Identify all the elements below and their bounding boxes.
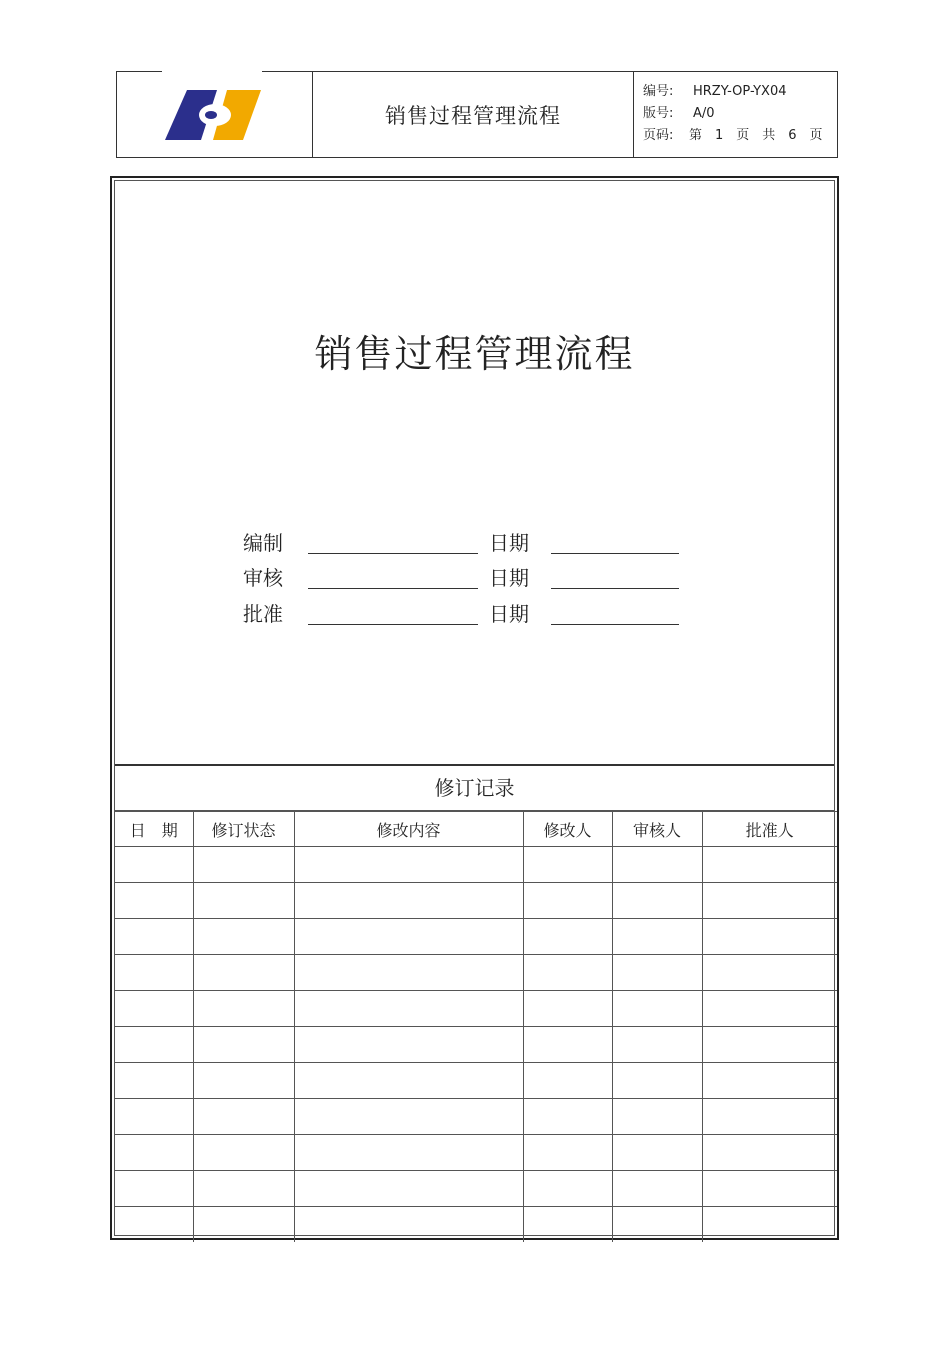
prepared-label: 编制 — [243, 531, 283, 555]
table-cell[interactable] — [523, 1063, 612, 1099]
table-cell[interactable] — [115, 1171, 193, 1207]
table-cell[interactable] — [294, 1207, 523, 1243]
table-cell[interactable] — [612, 1099, 702, 1135]
table-cell[interactable] — [702, 919, 837, 955]
reviewed-label: 审核 — [243, 566, 283, 590]
table-cell[interactable] — [115, 1207, 193, 1243]
table-cell[interactable] — [115, 955, 193, 991]
doc-version-label: 版号: — [643, 106, 674, 121]
document-title: 销售过程管理流程 — [314, 332, 635, 376]
table-cell[interactable] — [294, 883, 523, 919]
table-cell[interactable] — [523, 1099, 612, 1135]
table-cell[interactable] — [702, 1135, 837, 1171]
table-cell[interactable] — [193, 919, 294, 955]
col-reviewer: 审核人 — [612, 812, 702, 847]
table-cell[interactable] — [523, 883, 612, 919]
table-row — [115, 1099, 837, 1135]
company-logo-icon — [161, 84, 271, 146]
doc-page-label: 页码: — [643, 128, 674, 143]
revision-body — [115, 847, 837, 1243]
prepared-date-line[interactable] — [551, 553, 679, 554]
doc-page-value: 第 1 页 共 6 页 — [689, 128, 823, 143]
table-cell[interactable] — [115, 847, 193, 883]
table-cell[interactable] — [702, 991, 837, 1027]
table-cell[interactable] — [294, 955, 523, 991]
table-cell[interactable] — [294, 1063, 523, 1099]
table-cell[interactable] — [193, 883, 294, 919]
reviewed-date-label: 日期 — [489, 566, 529, 590]
doc-page-row — [643, 125, 837, 147]
table-cell[interactable] — [702, 1207, 837, 1243]
col-date: 日 期 — [115, 812, 193, 847]
table-cell[interactable] — [523, 991, 612, 1027]
col-status: 修订状态 — [193, 812, 294, 847]
doc-version-row — [643, 103, 837, 125]
doc-code-row — [643, 81, 837, 103]
table-cell[interactable] — [702, 1063, 837, 1099]
table-row — [115, 1207, 837, 1243]
table-cell[interactable] — [294, 1099, 523, 1135]
table-cell[interactable] — [523, 955, 612, 991]
table-cell[interactable] — [193, 1207, 294, 1243]
table-cell[interactable] — [294, 1135, 523, 1171]
table-cell[interactable] — [612, 1171, 702, 1207]
table-row — [115, 919, 837, 955]
table-cell[interactable] — [193, 1171, 294, 1207]
table-cell[interactable] — [193, 847, 294, 883]
doc-code-label: 编号: — [643, 84, 674, 99]
table-cell[interactable] — [702, 1027, 837, 1063]
table-cell[interactable] — [294, 1027, 523, 1063]
table-cell[interactable] — [702, 1099, 837, 1135]
table-row — [115, 1063, 837, 1099]
table-cell[interactable] — [523, 1027, 612, 1063]
col-content: 修改内容 — [294, 812, 523, 847]
reviewed-line[interactable] — [308, 588, 478, 589]
table-cell[interactable] — [294, 847, 523, 883]
table-cell[interactable] — [523, 847, 612, 883]
document-header — [116, 71, 838, 158]
table-cell[interactable] — [523, 919, 612, 955]
table-cell[interactable] — [612, 847, 702, 883]
table-row — [115, 991, 837, 1027]
approved-date-label: 日期 — [489, 602, 529, 626]
prepared-date-label: 日期 — [489, 531, 529, 555]
logo-cell — [117, 72, 313, 157]
table-cell[interactable] — [193, 1135, 294, 1171]
table-cell[interactable] — [612, 991, 702, 1027]
table-cell[interactable] — [115, 1099, 193, 1135]
reviewed-date-line[interactable] — [551, 588, 679, 589]
approved-line[interactable] — [308, 624, 478, 625]
table-row — [115, 1027, 837, 1063]
table-cell[interactable] — [612, 1135, 702, 1171]
table-cell[interactable] — [612, 1207, 702, 1243]
table-cell[interactable] — [193, 991, 294, 1027]
table-row — [115, 883, 837, 919]
prepared-line[interactable] — [308, 553, 478, 554]
doc-version-value: A/0 — [693, 106, 715, 121]
table-cell[interactable] — [115, 991, 193, 1027]
main-frame — [110, 176, 839, 1240]
table-cell[interactable] — [702, 847, 837, 883]
approved-date-line[interactable] — [551, 624, 679, 625]
table-row — [115, 847, 837, 883]
table-row — [115, 1135, 837, 1171]
table-cell[interactable] — [612, 955, 702, 991]
revision-table — [115, 811, 837, 1242]
doc-code-value: HRZY-OP-YX04 — [693, 84, 787, 99]
revision-header-row — [115, 812, 837, 847]
table-cell[interactable] — [523, 1171, 612, 1207]
table-cell[interactable] — [702, 1171, 837, 1207]
table-row — [115, 1171, 837, 1207]
table-cell[interactable] — [523, 1135, 612, 1171]
table-cell[interactable] — [115, 919, 193, 955]
table-cell[interactable] — [612, 1063, 702, 1099]
table-cell[interactable] — [294, 991, 523, 1027]
table-cell[interactable] — [193, 1063, 294, 1099]
header-title: 销售过程管理流程 — [313, 72, 634, 157]
approved-label: 批准 — [243, 602, 283, 626]
col-approver: 批准人 — [702, 812, 837, 847]
table-cell[interactable] — [193, 955, 294, 991]
table-cell[interactable] — [612, 919, 702, 955]
table-cell[interactable] — [115, 1063, 193, 1099]
revision-title: 修订记录 — [115, 767, 834, 811]
table-cell[interactable] — [294, 1171, 523, 1207]
table-cell[interactable] — [115, 1027, 193, 1063]
table-cell[interactable] — [294, 919, 523, 955]
table-cell[interactable] — [702, 955, 837, 991]
table-cell[interactable] — [115, 1135, 193, 1171]
table-cell[interactable] — [523, 1207, 612, 1243]
table-cell[interactable] — [193, 1027, 294, 1063]
cover-section — [115, 181, 834, 766]
table-cell[interactable] — [612, 1027, 702, 1063]
col-modifier: 修改人 — [523, 812, 612, 847]
table-cell[interactable] — [115, 883, 193, 919]
table-cell[interactable] — [702, 883, 837, 919]
table-row — [115, 955, 837, 991]
table-cell[interactable] — [612, 883, 702, 919]
doc-info — [634, 72, 837, 157]
table-cell[interactable] — [193, 1099, 294, 1135]
